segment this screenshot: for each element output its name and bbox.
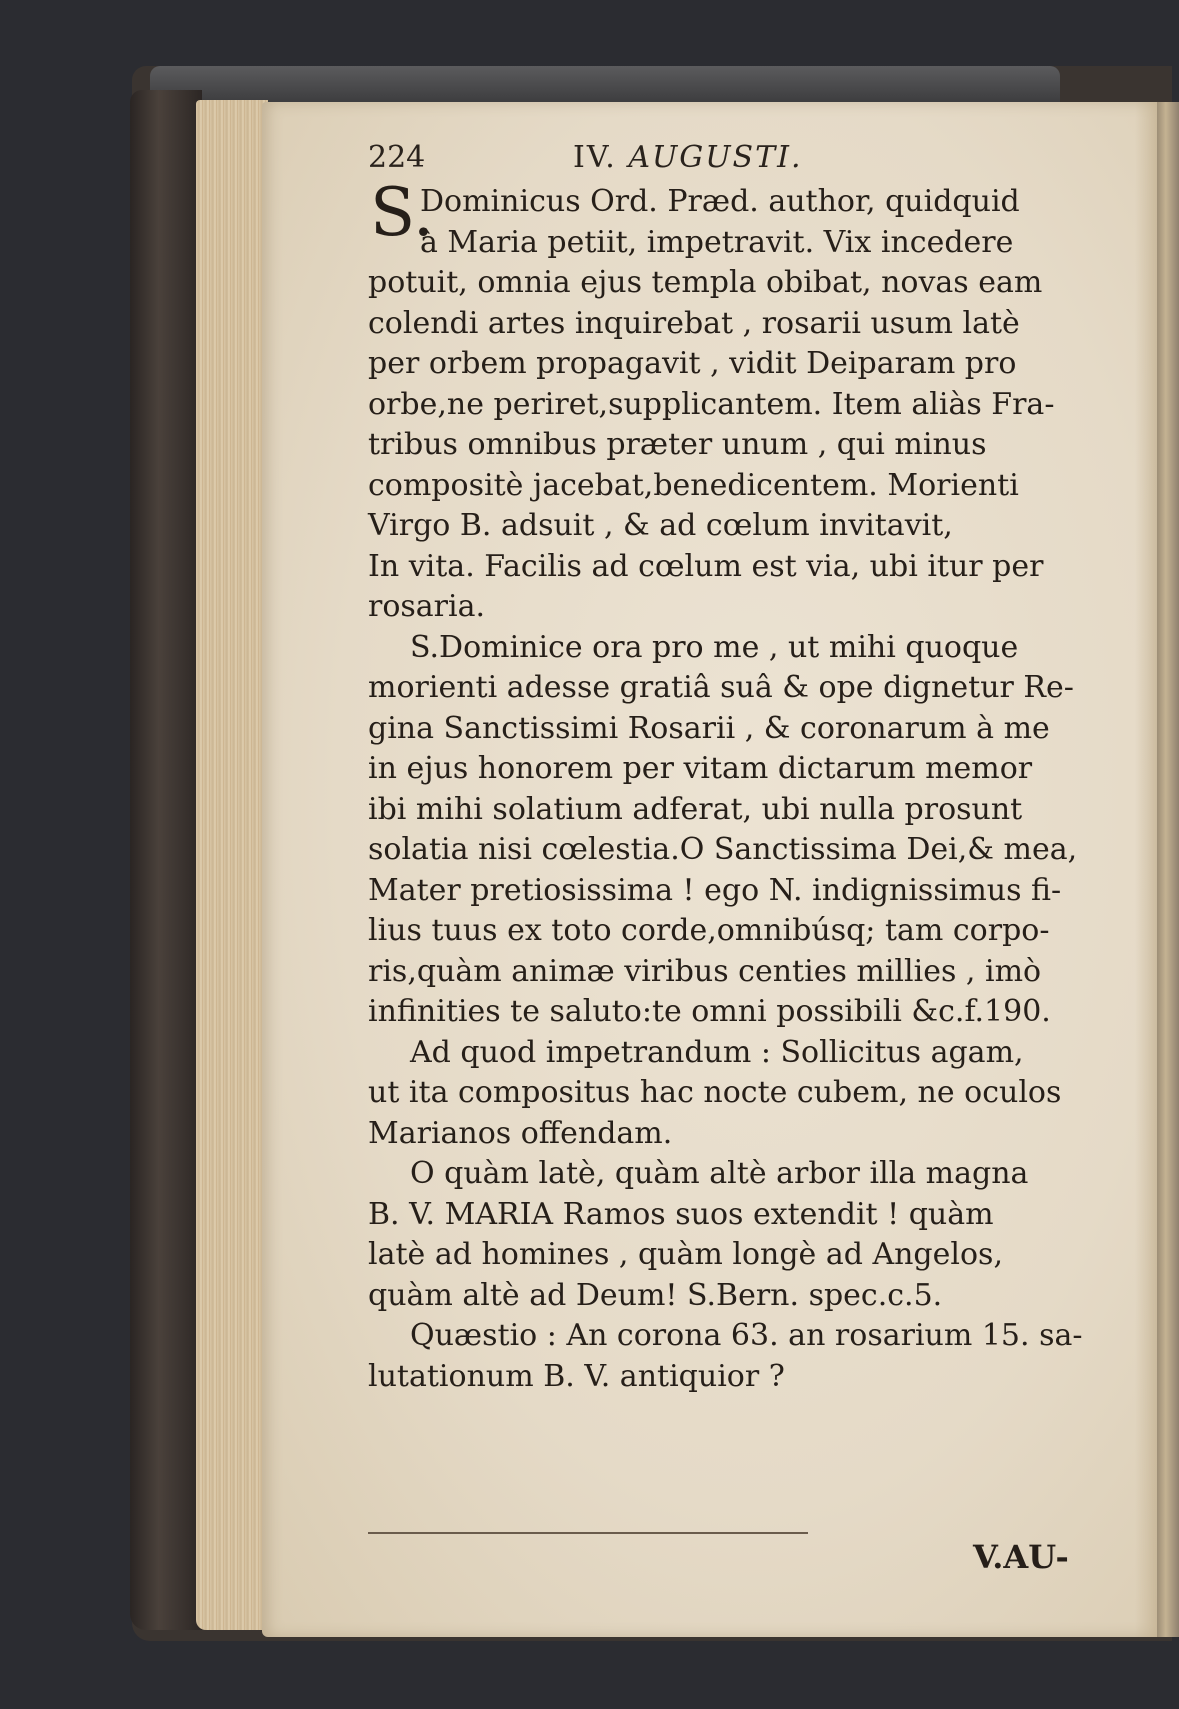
- text-line: Dominicus Ord. Præd. author, quidquid: [420, 184, 1020, 219]
- page-gutter-shadow: [1135, 102, 1179, 1637]
- catchword: V.AU-: [973, 1538, 1069, 1576]
- text-line: latè ad homines , quàm longè ad Angelos,: [368, 1237, 1003, 1272]
- text-line: Quæstio : An corona 63. an rosarium 15. sa-: [410, 1318, 1083, 1353]
- text-line: Virgo B. adsuit , & ad cœlum invitavit,: [368, 508, 953, 543]
- text-line: Marianos offendam.: [368, 1115, 673, 1151]
- text-line: à Maria petiit, impetravit. Vix incedere: [420, 224, 1014, 260]
- book-cover-top: [150, 66, 1060, 106]
- paragraph-1: [368, 174, 1108, 628]
- running-title-month: AUGUSTI.: [628, 140, 803, 175]
- dropcap: S.: [370, 174, 434, 251]
- body-text: [368, 174, 1108, 1397]
- text-line: colendi artes inquirebat , rosarii usum latè: [368, 305, 1020, 341]
- text-line: solatia nisi cœlestia.O Sanctissima Dei,& mea,: [368, 832, 1078, 867]
- text-line: infinities te saluto:te omni possibili &c.f.190.: [368, 994, 1051, 1029]
- text-line: B. V. MARIA Ramos suos extendit ! quàm: [368, 1196, 994, 1232]
- text-line: Mater pretiosissima ! ego N. indignissimus fi-: [368, 872, 1062, 908]
- page-number: 224: [368, 140, 426, 175]
- text-line: S.Dominice ora pro me , ut mihi quoque: [410, 629, 1019, 665]
- text-line: gina Sanctissimi Rosarii , & coronarum à me: [368, 710, 1050, 746]
- page-edges: [196, 100, 268, 1630]
- text-line: lutationum B. V. antiquior ?: [368, 1358, 785, 1394]
- running-title: [573, 140, 803, 175]
- paragraph-4: [368, 1154, 1108, 1316]
- text-line: orbe,ne periret,supplicantem. Item aliàs Fra-: [368, 386, 1055, 422]
- text-line: in ejus honorem per vitam dictarum memor: [368, 751, 1033, 786]
- running-title-prefix: IV.: [573, 140, 617, 175]
- text-line: O quàm latè, quàm altè arbor illa magna: [410, 1156, 1029, 1191]
- paragraph-2: [368, 628, 1108, 1033]
- book-spine: [130, 90, 202, 1630]
- paragraph-5: [368, 1316, 1108, 1397]
- text-line: lius tuus ex toto corde,omnibúsq; tam corpo-: [368, 913, 1050, 948]
- text-line: compositè jacebat,benedicentem. Morienti: [368, 467, 1019, 503]
- text-line: ris,quàm animæ viribus centies millies , imò: [368, 953, 1042, 989]
- text-line: Ad quod impetrandum : Sollicitus agam,: [410, 1034, 1024, 1070]
- text-line: tribus omnibus præter unum , qui minus: [368, 427, 987, 462]
- page-header: [368, 140, 1108, 184]
- text-line: potuit, omnia ejus templa obibat, novas eam: [368, 265, 1043, 300]
- text-line: per orbem propagavit , vidit Deiparam pro: [368, 346, 1017, 381]
- text-line: quàm altè ad Deum! S.Bern. spec.c.5.: [368, 1277, 943, 1313]
- underline-rule: [368, 1532, 808, 1534]
- text-line: morienti adesse gratiâ suâ & ope dignetur Re-: [368, 670, 1074, 705]
- text-line: rosaria.: [368, 589, 486, 624]
- paragraph-3: [368, 1033, 1108, 1155]
- text-line: ut ita compositus hac nocte cubem, ne oculos: [368, 1075, 1062, 1110]
- text-line: In vita. Facilis ad cœlum est via, ubi itur per: [368, 548, 1044, 584]
- text-line: ibi mihi solatium adferat, ubi nulla prosunt: [368, 791, 1023, 827]
